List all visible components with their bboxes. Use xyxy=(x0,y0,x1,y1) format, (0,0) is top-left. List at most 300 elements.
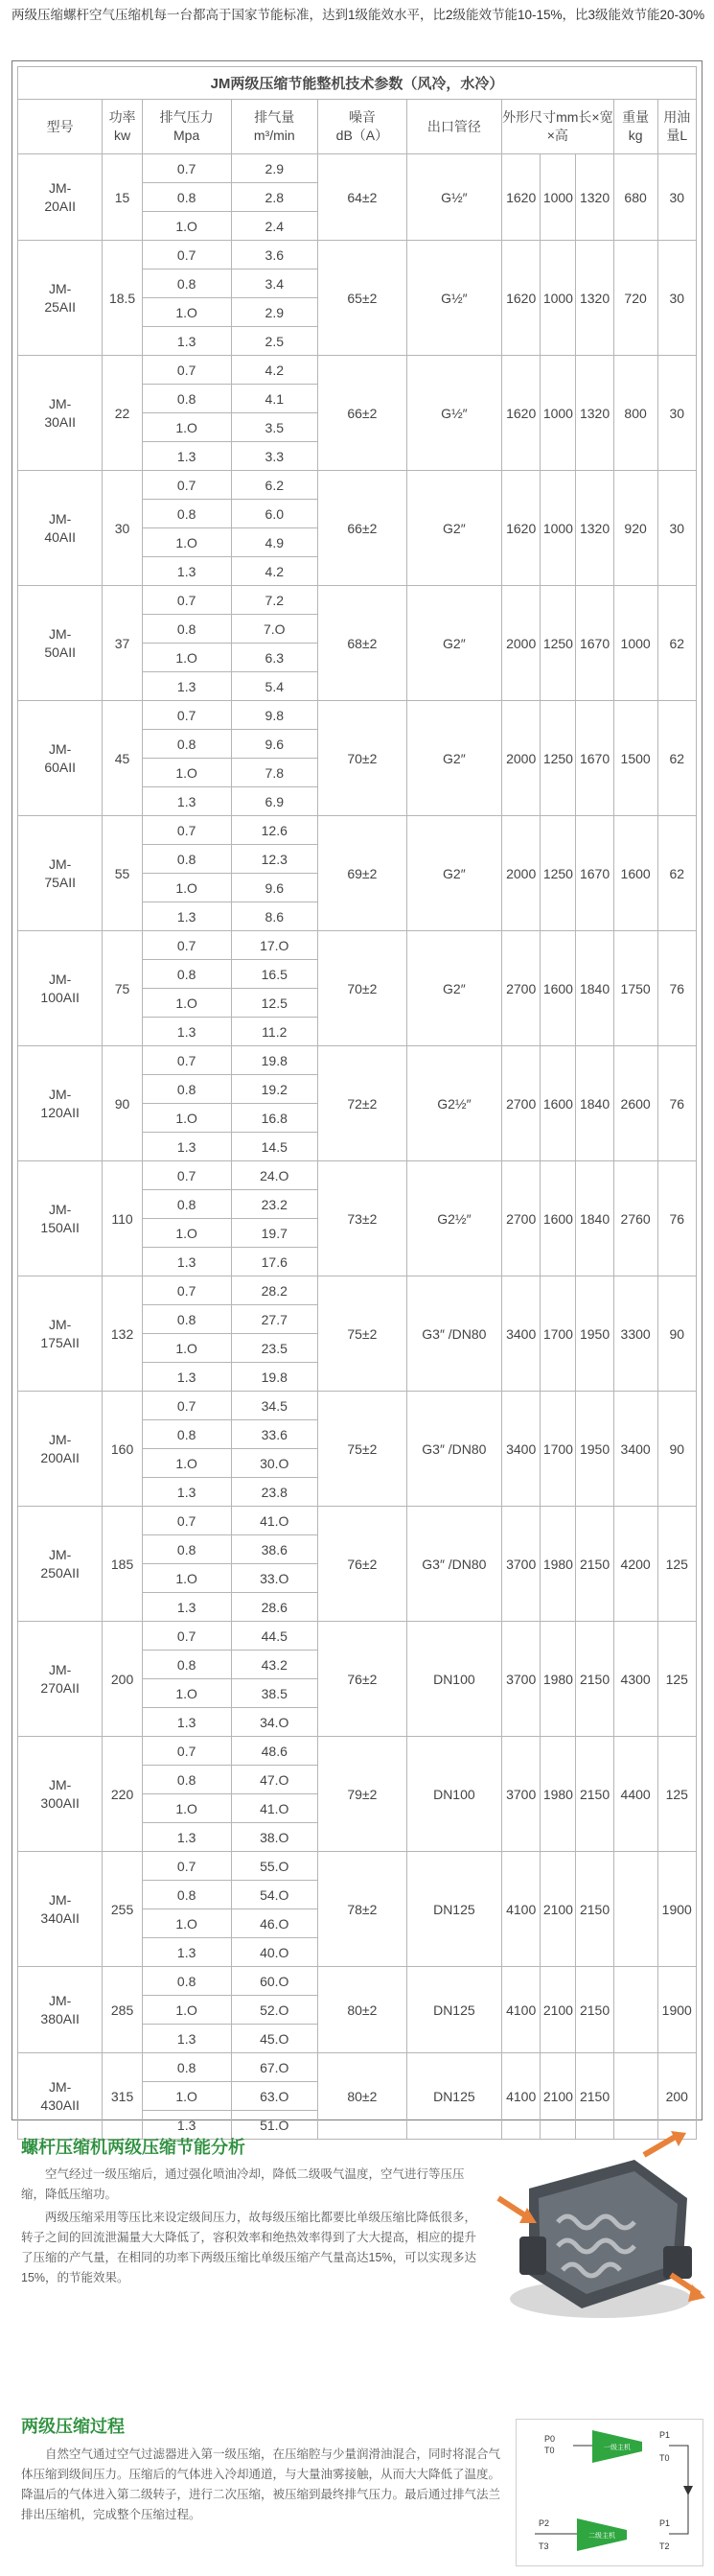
noise-cell: 64±2 xyxy=(318,154,407,241)
pressure-cell: 1.O xyxy=(142,1909,231,1938)
pressure-cell: 1.3 xyxy=(142,672,231,701)
pressure-cell: 0.8 xyxy=(142,1881,231,1909)
weight-cell: 2760 xyxy=(613,1161,657,1276)
pressure-cell: 0.8 xyxy=(142,500,231,528)
flow-cell: 11.2 xyxy=(231,1018,318,1046)
flow-cell: 47.O xyxy=(231,1766,318,1794)
noise-cell: 75±2 xyxy=(318,1392,407,1507)
flow-cell: 34.O xyxy=(231,1708,318,1737)
pressure-cell: 0.8 xyxy=(142,1651,231,1679)
pressure-cell: 1.O xyxy=(142,1334,231,1363)
outlet-cell: DN125 xyxy=(406,1852,501,1967)
oil-cell: 30 xyxy=(657,241,696,356)
oil-cell: 90 xyxy=(657,1276,696,1392)
weight-cell: 3300 xyxy=(613,1276,657,1392)
oil-cell: 76 xyxy=(657,1046,696,1161)
flow-cell: 8.6 xyxy=(231,902,318,931)
outlet-cell: G2″ xyxy=(406,931,501,1046)
width-cell: 1980 xyxy=(541,1737,576,1852)
outlet-cell: G3″ /DN80 xyxy=(406,1392,501,1507)
width-cell: 2100 xyxy=(541,1852,576,1967)
weight-cell: 1500 xyxy=(613,701,657,816)
noise-cell: 69±2 xyxy=(318,816,407,931)
pressure-cell: 1.3 xyxy=(142,787,231,816)
pressure-cell: 1.O xyxy=(142,759,231,787)
flow-cell: 38.5 xyxy=(231,1679,318,1708)
power-cell: 315 xyxy=(103,2053,142,2140)
pressure-cell: 0.7 xyxy=(142,1392,231,1420)
pressure-cell: 1.3 xyxy=(142,442,231,471)
length-cell: 4100 xyxy=(502,2053,541,2140)
model-cell: JM- 100AII xyxy=(18,931,103,1046)
width-cell: 1700 xyxy=(541,1276,576,1392)
t0-label: T0 xyxy=(544,2446,555,2455)
pressure-cell: 1.3 xyxy=(142,902,231,931)
height-cell: 2150 xyxy=(576,1737,613,1852)
oil-cell: 200 xyxy=(657,2053,696,2140)
model-cell: JM- 60AII xyxy=(18,701,103,816)
noise-cell: 80±2 xyxy=(318,2053,407,2140)
width-cell: 1000 xyxy=(541,241,576,356)
table-row xyxy=(18,931,697,960)
flow-cell: 12.5 xyxy=(231,989,318,1018)
outlet-cell: G2″ xyxy=(406,816,501,931)
width-cell: 2100 xyxy=(541,2053,576,2140)
pressure-cell: 1.O xyxy=(142,989,231,1018)
model-cell: JM- 75AII xyxy=(18,816,103,931)
noise-cell: 76±2 xyxy=(318,1507,407,1622)
intro-text: 两级压缩螺杆空气压缩机每一台都高于国家节能标准，达到1级能效水平，比2级能效节能10-15%，比3级能效节能20-30% xyxy=(12,8,705,22)
model-cell: JM- 50AII xyxy=(18,586,103,701)
oil-cell: 62 xyxy=(657,586,696,701)
outlet-cell: DN100 xyxy=(406,1622,501,1737)
width-cell: 1250 xyxy=(541,816,576,931)
length-cell: 2000 xyxy=(502,701,541,816)
length-cell: 2700 xyxy=(502,931,541,1046)
weight-cell: 4400 xyxy=(613,1737,657,1852)
power-cell: 132 xyxy=(103,1276,142,1392)
table-row xyxy=(18,586,697,615)
two-stage-process-diagram xyxy=(516,2419,703,2566)
pressure-cell: 1.3 xyxy=(142,2025,231,2053)
model-cell: JM- 150AII xyxy=(18,1161,103,1276)
height-cell: 1320 xyxy=(576,356,613,471)
flow-cell: 16.5 xyxy=(231,960,318,989)
outlet-cell: G2″ xyxy=(406,586,501,701)
flow-cell: 2.9 xyxy=(231,154,318,183)
p1-label-a: P1 xyxy=(659,2430,671,2440)
width-cell: 1600 xyxy=(541,1046,576,1161)
height-cell: 1670 xyxy=(576,701,613,816)
outlet-cell: G2½″ xyxy=(406,1046,501,1161)
flow-cell: 9.8 xyxy=(231,701,318,730)
pressure-cell: 0.8 xyxy=(142,1535,231,1564)
pressure-cell: 1.O xyxy=(142,1449,231,1478)
pressure-cell: 0.7 xyxy=(142,1507,231,1535)
length-cell: 4100 xyxy=(502,1852,541,1967)
flow-cell: 48.6 xyxy=(231,1737,318,1766)
height-cell: 1840 xyxy=(576,931,613,1046)
flow-cell: 41.O xyxy=(231,1507,318,1535)
flow-cell: 2.5 xyxy=(231,327,318,356)
height-cell: 1840 xyxy=(576,1046,613,1161)
oil-cell: 125 xyxy=(657,1622,696,1737)
weight-cell xyxy=(613,1967,657,2053)
table-row xyxy=(18,154,697,183)
power-cell: 75 xyxy=(103,931,142,1046)
outlet-cell: G½″ xyxy=(406,154,501,241)
power-cell: 220 xyxy=(103,1737,142,1852)
flow-cell: 33.6 xyxy=(231,1420,318,1449)
table-row xyxy=(18,1737,697,1766)
pressure-cell: 1.3 xyxy=(142,557,231,586)
oil-cell: 1900 xyxy=(657,1967,696,2053)
flow-cell: 9.6 xyxy=(231,730,318,759)
oil-cell: 90 xyxy=(657,1392,696,1507)
flow-cell: 16.8 xyxy=(231,1104,318,1133)
length-cell: 3700 xyxy=(502,1622,541,1737)
outlet-cell: DN125 xyxy=(406,1967,501,2053)
flow-cell: 2.8 xyxy=(231,183,318,212)
model-cell: JM- 340AII xyxy=(18,1852,103,1967)
noise-cell: 66±2 xyxy=(318,356,407,471)
weight-cell: 1600 xyxy=(613,816,657,931)
flow-cell: 55.O xyxy=(231,1852,318,1881)
pressure-cell: 1.O xyxy=(142,298,231,327)
pressure-cell: 1.O xyxy=(142,1996,231,2025)
flow-cell: 12.6 xyxy=(231,816,318,845)
pressure-cell: 1.3 xyxy=(142,2111,231,2140)
flow-cell: 17.O xyxy=(231,931,318,960)
flow-cell: 4.1 xyxy=(231,385,318,413)
noise-cell: 65±2 xyxy=(318,241,407,356)
model-cell: JM- 270AII xyxy=(18,1622,103,1737)
flow-cell: 2.4 xyxy=(231,212,318,241)
height-cell: 2150 xyxy=(576,2053,613,2140)
table-row xyxy=(18,1046,697,1075)
oil-cell: 30 xyxy=(657,356,696,471)
flow-cell: 14.5 xyxy=(231,1133,318,1161)
model-cell: JM- 120AII xyxy=(18,1046,103,1161)
weight-cell: 4200 xyxy=(613,1507,657,1622)
flow-cell: 34.5 xyxy=(231,1392,318,1420)
power-cell: 30 xyxy=(103,471,142,586)
pressure-cell: 1.O xyxy=(142,1219,231,1248)
t0-label-b: T0 xyxy=(659,2453,670,2463)
noise-cell: 75±2 xyxy=(318,1276,407,1392)
table-row xyxy=(18,1276,697,1305)
oil-cell: 30 xyxy=(657,471,696,586)
flow-cell: 19.2 xyxy=(231,1075,318,1104)
pressure-cell: 1.O xyxy=(142,1564,231,1593)
power-cell: 110 xyxy=(103,1161,142,1276)
table-row xyxy=(18,816,697,845)
pressure-cell: 1.3 xyxy=(142,327,231,356)
col-header-outlet: 出口管径 xyxy=(406,100,501,154)
oil-cell: 125 xyxy=(657,1507,696,1622)
pressure-cell: 0.7 xyxy=(142,1161,231,1190)
pressure-cell: 0.7 xyxy=(142,1852,231,1881)
height-cell: 2150 xyxy=(576,1852,613,1967)
pressure-cell: 0.8 xyxy=(142,1420,231,1449)
width-cell: 1980 xyxy=(541,1622,576,1737)
flow-cell: 30.O xyxy=(231,1449,318,1478)
power-cell: 160 xyxy=(103,1392,142,1507)
oil-cell: 1900 xyxy=(657,1852,696,1967)
oil-cell: 76 xyxy=(657,931,696,1046)
flow-cell: 4.2 xyxy=(231,356,318,385)
length-cell: 2000 xyxy=(502,586,541,701)
width-cell: 1250 xyxy=(541,586,576,701)
flow-cell: 24.O xyxy=(231,1161,318,1190)
weight-cell: 920 xyxy=(613,471,657,586)
table-row xyxy=(18,701,697,730)
pressure-cell: 0.7 xyxy=(142,241,231,269)
height-cell: 1320 xyxy=(576,241,613,356)
width-cell: 1700 xyxy=(541,1392,576,1507)
table-row xyxy=(18,1852,697,1881)
noise-cell: 80±2 xyxy=(318,1967,407,2053)
length-cell: 3700 xyxy=(502,1737,541,1852)
col-header-noise: 噪音 dB（A） xyxy=(318,100,407,154)
pressure-cell: 0.8 xyxy=(142,1075,231,1104)
pressure-cell: 1.3 xyxy=(142,1018,231,1046)
t3-label: T3 xyxy=(539,2541,549,2551)
length-cell: 4100 xyxy=(502,1967,541,2053)
flow-cell: 3.6 xyxy=(231,241,318,269)
pressure-cell: 0.8 xyxy=(142,960,231,989)
flow-cell: 4.2 xyxy=(231,557,318,586)
flow-cell: 54.O xyxy=(231,1881,318,1909)
oil-cell: 62 xyxy=(657,816,696,931)
power-cell: 200 xyxy=(103,1622,142,1737)
table-row xyxy=(18,471,697,500)
analysis-paragraph-2: 两级压缩采用等压比来设定级间压力，故每级压缩比都要比单级压缩比降低很多，转子之间的回流泄漏量大大降低了，容积效率和绝热效率得到了大大提高，相应的提升了压缩的产气量，在相同的功率下两级压缩比单级压缩产气量高达15%，可以实现多达15%，的节能效果。 xyxy=(21,2211,477,2284)
analysis-paragraph-1: 空气经过一级压缩后，通过强化喷油冷却，降低二级吸气温度，空气进行等压压缩，降低压缩功。 xyxy=(21,2167,465,2201)
flow-cell: 19.8 xyxy=(231,1363,318,1392)
width-cell: 1980 xyxy=(541,1507,576,1622)
width-cell: 1000 xyxy=(541,356,576,471)
outlet-cell: DN100 xyxy=(406,1737,501,1852)
flow-cell: 7.2 xyxy=(231,586,318,615)
p0-label: P0 xyxy=(544,2434,556,2444)
height-cell: 1950 xyxy=(576,1276,613,1392)
p1-label-b: P1 xyxy=(659,2518,671,2528)
height-cell: 2150 xyxy=(576,1622,613,1737)
flow-cell: 33.O xyxy=(231,1564,318,1593)
flow-cell: 9.6 xyxy=(231,874,318,902)
power-cell: 90 xyxy=(103,1046,142,1161)
oil-cell: 30 xyxy=(657,154,696,241)
pressure-cell: 0.8 xyxy=(142,269,231,298)
weight-cell: 800 xyxy=(613,356,657,471)
pressure-cell: 1.O xyxy=(142,413,231,442)
flow-cell: 23.5 xyxy=(231,1334,318,1363)
table-row xyxy=(18,356,697,385)
pressure-cell: 0.7 xyxy=(142,816,231,845)
stage2-label: 二级主机 xyxy=(588,2533,615,2540)
pressure-cell: 0.8 xyxy=(142,845,231,874)
pressure-cell: 0.7 xyxy=(142,154,231,183)
model-cell: JM- 430AII xyxy=(18,2053,103,2140)
weight-cell: 1750 xyxy=(613,931,657,1046)
pressure-cell: 0.8 xyxy=(142,615,231,644)
pressure-cell: 1.3 xyxy=(142,1248,231,1276)
flow-cell: 7.8 xyxy=(231,759,318,787)
flow-cell: 23.8 xyxy=(231,1478,318,1507)
weight-cell: 1000 xyxy=(613,586,657,701)
weight-cell xyxy=(613,1852,657,1967)
flow-cell: 6.3 xyxy=(231,644,318,672)
power-cell: 15 xyxy=(103,154,142,241)
pressure-cell: 0.8 xyxy=(142,385,231,413)
flow-cell: 51.O xyxy=(231,2111,318,2140)
table-row xyxy=(18,1161,697,1190)
flow-cell: 41.O xyxy=(231,1794,318,1823)
outlet-cell: G½″ xyxy=(406,356,501,471)
width-cell: 1000 xyxy=(541,471,576,586)
power-cell: 18.5 xyxy=(103,241,142,356)
flow-cell: 17.6 xyxy=(231,1248,318,1276)
col-header-weight: 重量 kg xyxy=(613,100,657,154)
length-cell: 2700 xyxy=(502,1161,541,1276)
width-cell: 1600 xyxy=(541,1161,576,1276)
weight-cell: 4300 xyxy=(613,1622,657,1737)
length-cell: 1620 xyxy=(502,241,541,356)
flow-cell: 2.9 xyxy=(231,298,318,327)
col-header-pressure: 排气压力 Mpa xyxy=(142,100,231,154)
pressure-cell: 0.7 xyxy=(142,356,231,385)
pressure-cell: 0.7 xyxy=(142,586,231,615)
length-cell: 2000 xyxy=(502,816,541,931)
outlet-cell: G3″ /DN80 xyxy=(406,1507,501,1622)
table-row xyxy=(18,1507,697,1535)
pressure-cell: 0.7 xyxy=(142,1276,231,1305)
pressure-cell: 0.7 xyxy=(142,471,231,500)
pressure-cell: 1.O xyxy=(142,1794,231,1823)
flow-cell: 67.O xyxy=(231,2053,318,2082)
height-cell: 1950 xyxy=(576,1392,613,1507)
noise-cell: 76±2 xyxy=(318,1622,407,1737)
p2-label: P2 xyxy=(539,2518,550,2528)
length-cell: 3400 xyxy=(502,1276,541,1392)
weight-cell: 680 xyxy=(613,154,657,241)
weight-cell: 720 xyxy=(613,241,657,356)
flow-cell: 43.2 xyxy=(231,1651,318,1679)
pressure-cell: 0.8 xyxy=(142,183,231,212)
height-cell: 2150 xyxy=(576,1507,613,1622)
flow-cell: 28.2 xyxy=(231,1276,318,1305)
pressure-cell: 1.3 xyxy=(142,1823,231,1852)
col-header-oil: 用油 量L xyxy=(657,100,696,154)
analysis-title: 螺杆压缩机两级压缩节能分析 xyxy=(21,2138,245,2157)
pressure-cell: 0.7 xyxy=(142,931,231,960)
power-cell: 22 xyxy=(103,356,142,471)
length-cell: 1620 xyxy=(502,154,541,241)
length-cell: 1620 xyxy=(502,356,541,471)
flow-cell: 60.O xyxy=(231,1967,318,1996)
flow-cell: 7.O xyxy=(231,615,318,644)
table-row xyxy=(18,1622,697,1651)
pressure-cell: 1.O xyxy=(142,2082,231,2111)
length-cell: 2700 xyxy=(502,1046,541,1161)
outlet-cell: G2½″ xyxy=(406,1161,501,1276)
weight-cell: 3400 xyxy=(613,1392,657,1507)
process-title: 两级压缩过程 xyxy=(21,2417,125,2436)
noise-cell: 68±2 xyxy=(318,586,407,701)
oil-cell: 76 xyxy=(657,1161,696,1276)
pressure-cell: 1.O xyxy=(142,644,231,672)
noise-cell: 66±2 xyxy=(318,471,407,586)
flow-cell: 6.0 xyxy=(231,500,318,528)
width-cell: 1250 xyxy=(541,701,576,816)
table-row xyxy=(18,1392,697,1420)
model-cell: JM- 30AII xyxy=(18,356,103,471)
flow-cell: 44.5 xyxy=(231,1622,318,1651)
outlet-cell: G½″ xyxy=(406,241,501,356)
weight-cell xyxy=(613,2053,657,2140)
pressure-cell: 0.7 xyxy=(142,1622,231,1651)
flow-cell: 38.O xyxy=(231,1823,318,1852)
power-cell: 285 xyxy=(103,1967,142,2053)
flow-cell: 19.7 xyxy=(231,1219,318,1248)
pressure-cell: 0.7 xyxy=(142,1046,231,1075)
model-cell: JM- 25AII xyxy=(18,241,103,356)
pressure-cell: 0.8 xyxy=(142,1190,231,1219)
pressure-cell: 1.3 xyxy=(142,1938,231,1967)
flow-cell: 3.3 xyxy=(231,442,318,471)
model-cell: JM- 175AII xyxy=(18,1276,103,1392)
width-cell: 1000 xyxy=(541,154,576,241)
col-header-dimensions: 外形尺寸mm长×宽×高 xyxy=(502,100,614,154)
length-cell: 1620 xyxy=(502,471,541,586)
power-cell: 255 xyxy=(103,1852,142,1967)
pressure-cell: 1.3 xyxy=(142,1133,231,1161)
flow-cell: 6.9 xyxy=(231,787,318,816)
outlet-cell: G2″ xyxy=(406,471,501,586)
outlet-cell: DN125 xyxy=(406,2053,501,2140)
flow-cell: 45.O xyxy=(231,2025,318,2053)
col-header-flow: 排气量 m³/min xyxy=(231,100,318,154)
table-row xyxy=(18,2053,697,2082)
spec-table-panel xyxy=(12,60,702,2133)
pressure-cell: 1.3 xyxy=(142,1363,231,1392)
height-cell: 1670 xyxy=(576,816,613,931)
flow-cell: 27.7 xyxy=(231,1305,318,1334)
noise-cell: 78±2 xyxy=(318,1852,407,1967)
power-cell: 55 xyxy=(103,816,142,931)
outlet-cell: G3″ /DN80 xyxy=(406,1276,501,1392)
weight-cell: 2600 xyxy=(613,1046,657,1161)
model-cell: JM- 380AII xyxy=(18,1967,103,2053)
table-title: JM两级压缩节能整机技术参数（风冷，水冷） xyxy=(18,67,697,100)
col-header-model: 型号 xyxy=(18,100,103,154)
pressure-cell: 1.3 xyxy=(142,1478,231,1507)
pressure-cell: 0.7 xyxy=(142,1737,231,1766)
pressure-cell: 1.O xyxy=(142,212,231,241)
outlet-cell: G2″ xyxy=(406,701,501,816)
flow-cell: 19.8 xyxy=(231,1046,318,1075)
flow-cell: 40.O xyxy=(231,1938,318,1967)
flow-cell: 5.4 xyxy=(231,672,318,701)
flow-cell: 28.6 xyxy=(231,1593,318,1622)
flow-cell: 3.4 xyxy=(231,269,318,298)
oil-cell: 125 xyxy=(657,1737,696,1852)
length-cell: 3400 xyxy=(502,1392,541,1507)
flow-cell: 12.3 xyxy=(231,845,318,874)
length-cell: 3700 xyxy=(502,1507,541,1622)
height-cell: 2150 xyxy=(576,1967,613,2053)
